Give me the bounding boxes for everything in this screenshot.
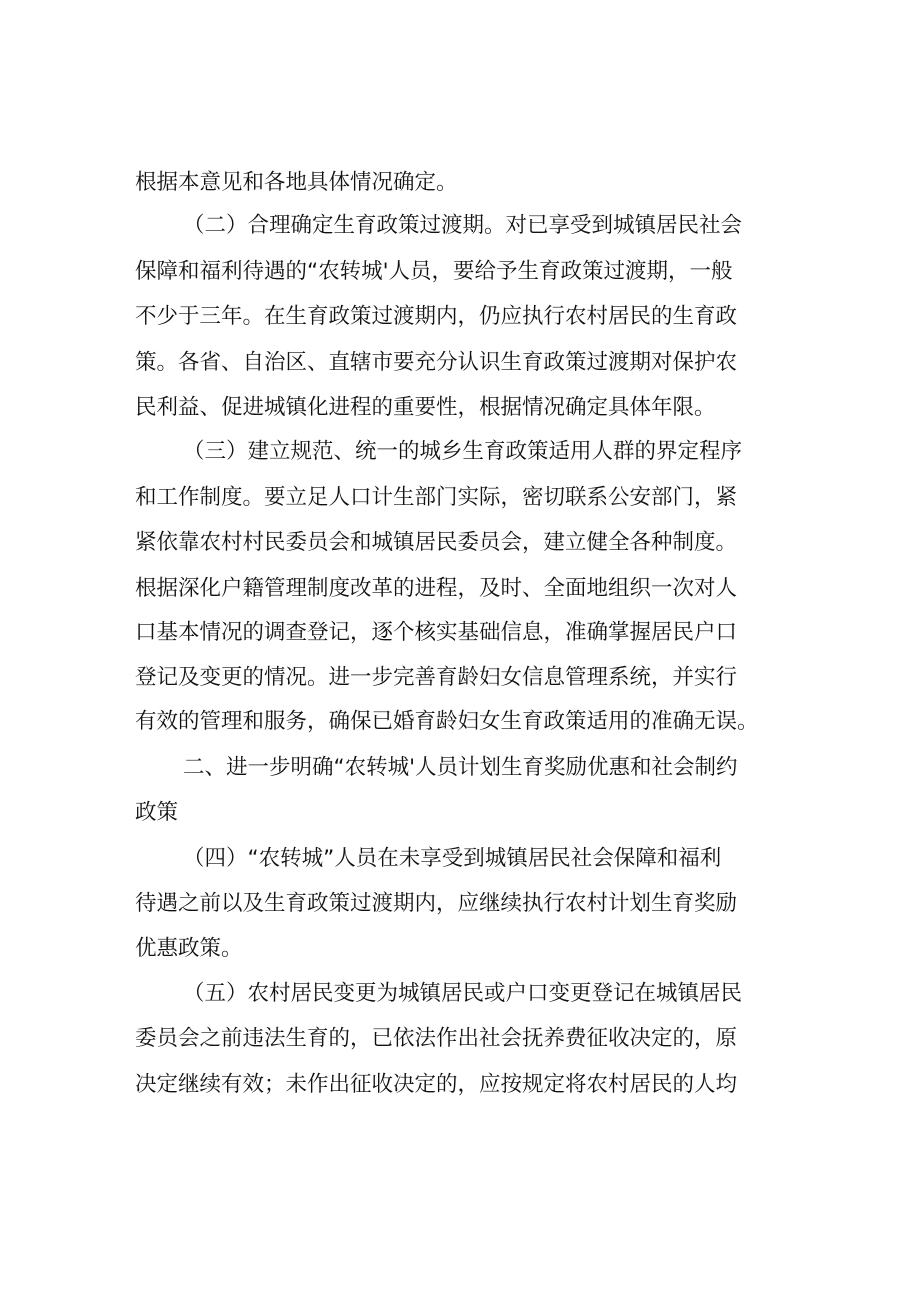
text-line: 决定继续有效；未作出征收决定的，应按规定将农村居民的人均 — [135, 1072, 738, 1097]
text-line: 优惠政策。 — [135, 936, 243, 961]
text-line: 和工作制度。要立足人口计生部门实际，密切联系公安部门，紧 — [135, 485, 738, 510]
text-line: 有效的管理和服务，确保已婚育龄妇女生育政策适用的准确无误。 — [135, 709, 759, 734]
text-line: 口基本情况的调查登记，逐个核实基础信息，准确掌握居民户口 — [135, 620, 738, 645]
paragraph-5-start: （五）农村居民变更为城镇居民或户口变更登记在城镇居民 — [183, 981, 743, 1006]
text-line: 民利益、促进城镇化进程的重要性，根据情况确定具体年限。 — [135, 395, 716, 420]
text-line: 策。各省、自治区、直辖市要充分认识生育政策过渡期对保护农 — [135, 350, 738, 375]
text-line: 待遇之前以及生育政策过渡期内，应继续执行农村计划生育奖励 — [135, 891, 738, 916]
text-line: 根据深化户籍管理制度改革的进程，及时、全面地组织一次对人 — [135, 576, 738, 601]
text-line: 不少于三年。在生育政策过渡期内，仍应执行农村居民的生育政 — [135, 304, 738, 329]
paragraph-2-start: （二）合理确定生育政策过渡期。对已享受到城镇居民社会 — [183, 213, 743, 238]
section-heading-cont: 政策 — [135, 800, 179, 825]
section-heading: 二、进一步明确“农转城'人员计划生育奖励优惠和社会制约 — [183, 755, 738, 780]
text-line: 委员会之前违法生育的，已依法作出社会抚养费征收决定的，原 — [135, 1026, 738, 1051]
text-line: 紧依靠农村村民委员会和城镇居民委员会，建立健全各种制度。 — [135, 530, 738, 555]
text-line: 登记及变更的情况。进一步完善育龄妇女信息管理系统，并实行 — [135, 665, 738, 690]
paragraph-3-start: （三）建立规范、统一的城乡生育政策适用人群的界定程序 — [183, 439, 743, 464]
text-line: 保障和福利待遇的“农转城'人员，要给予生育政策过渡期，一般 — [135, 259, 733, 284]
paragraph-4-start: （四）“农转城”人员在未享受到城镇居民社会保障和福利 — [183, 846, 722, 871]
text-line: 根据本意见和各地具体情况确定。 — [135, 170, 458, 195]
